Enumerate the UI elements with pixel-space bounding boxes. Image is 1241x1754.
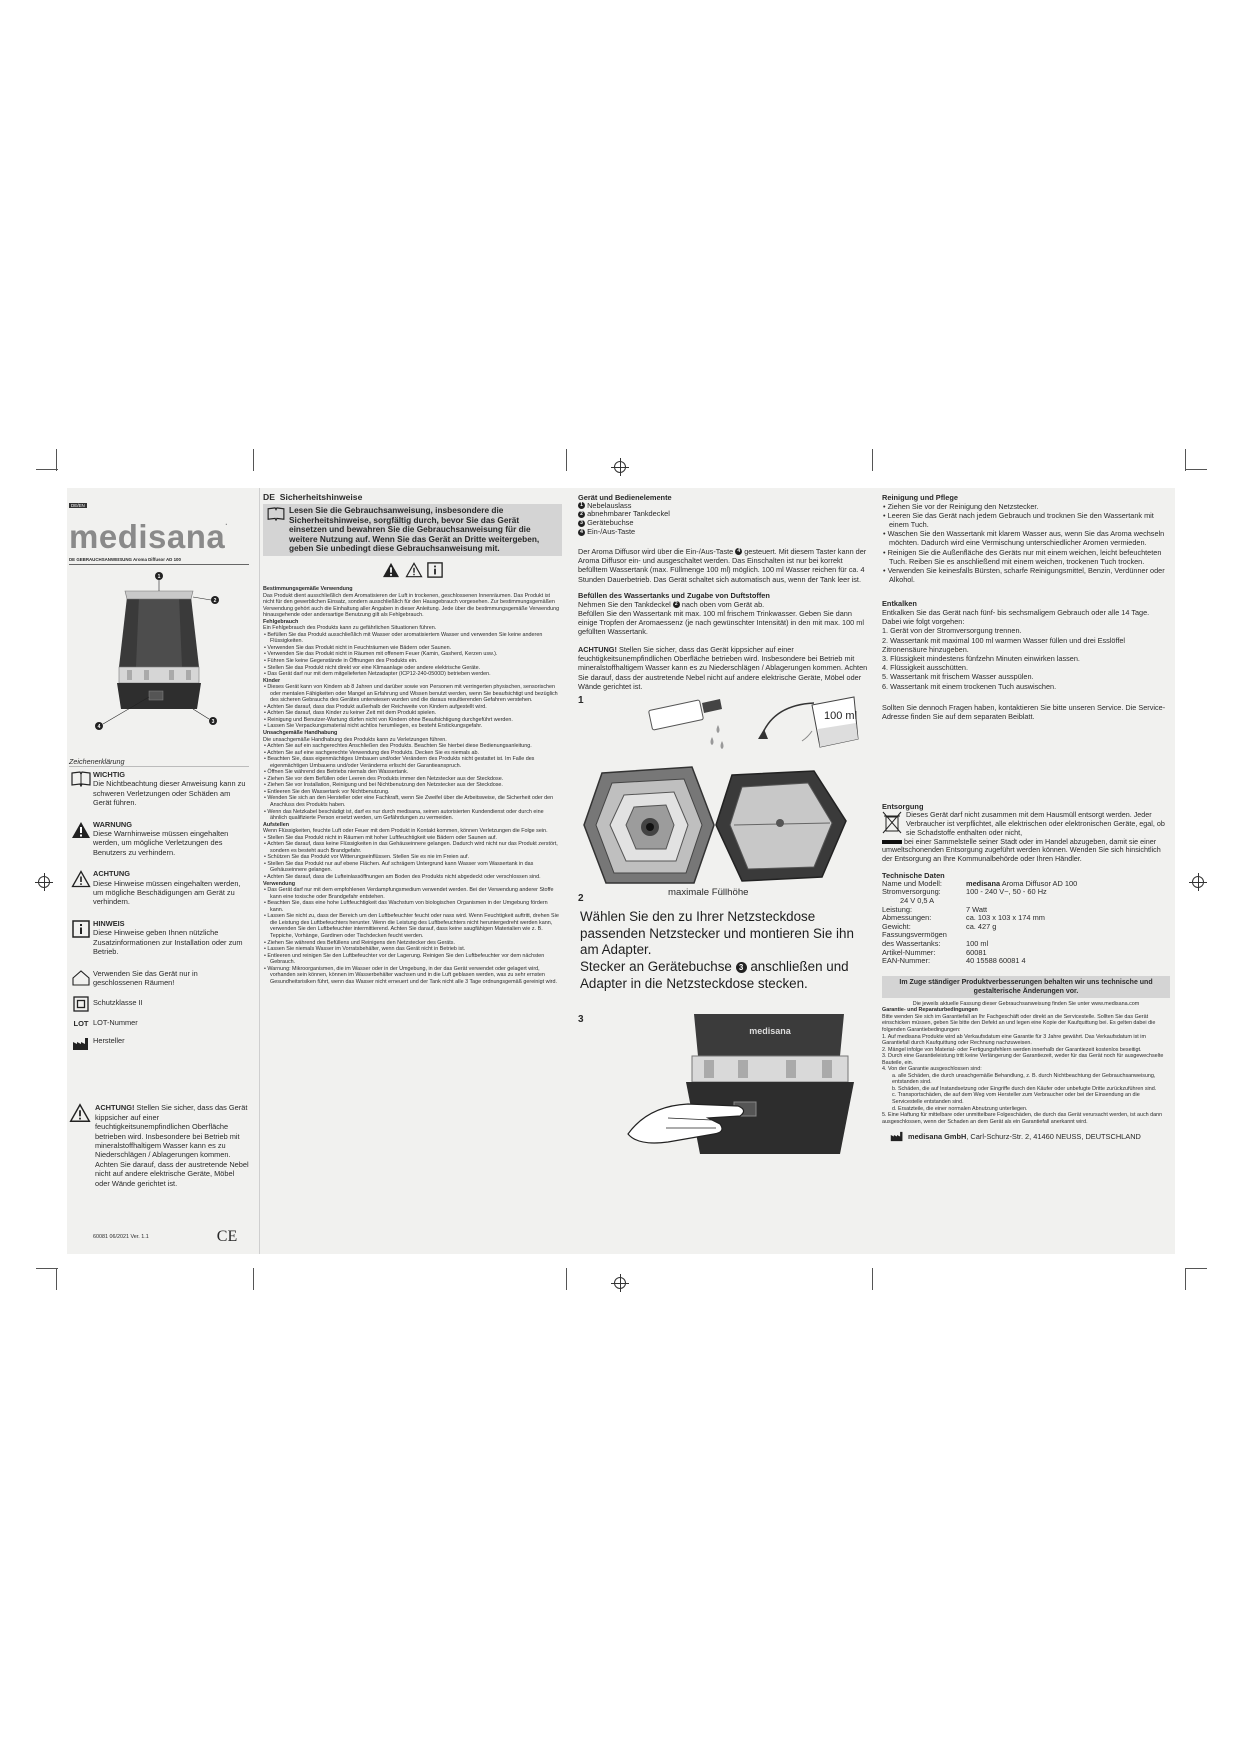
warranty-item: 4. Von der Garantie ausgeschlossen sind:: [882, 1066, 982, 1073]
operation-text-a: Der Aroma Diffusor wird über die Ein-/Aus-Taste: [578, 546, 734, 556]
descale-step: 6. Wassertank mit einem trockenen Tuch auswischen.: [882, 681, 1057, 691]
max-fill-label: maximale Füllhöhe: [668, 887, 749, 899]
trim-mark: [1185, 469, 1207, 470]
tech-value: [966, 923, 1112, 932]
part-label: abnehmbarer Tankdeckel: [587, 509, 670, 519]
tech-value: [966, 940, 1112, 949]
safety-subheading: Kinder: [263, 677, 281, 684]
safety-title: Sicherheitshinweise: [279, 492, 363, 502]
callout-1-label: 1: [157, 574, 161, 580]
bullet-icon: •: [264, 769, 268, 776]
tech-value-text: 40 15588 60081 4: [966, 956, 1026, 966]
safety-paragraph: Die unsachgemäße Handhabung des Produkts kann zu Verletzungen führen.: [263, 736, 447, 743]
care-column: [880, 488, 1172, 1254]
bottle-illustration: [640, 695, 730, 759]
trim-mark: [566, 1268, 567, 1290]
bullet-icon: •: [264, 644, 268, 651]
safety-lang: DE: [263, 492, 275, 502]
disposal-section: [882, 811, 1170, 864]
bullet-icon: •: [264, 788, 268, 795]
step-3-number: 3: [578, 1014, 584, 1026]
bullet-icon: •: [883, 510, 888, 520]
legend-indoor-text: Verwenden Sie das Gerät nur in geschlossenen Räumen!: [93, 968, 198, 987]
part-number: 1: [578, 502, 585, 509]
safety-bullet: [263, 756, 562, 769]
descale-step: 1. Gerät von der Stromversorgung trennen.: [882, 626, 1022, 636]
safety-bullet-text: Stellen Sie das Produkt nur auf ebene Flächen. Auf schrägem Untergrund kann Wasser vom Wassertank in das Gehäuseinnere gelangen.: [267, 860, 534, 874]
fill-text-c: Befüllen Sie den Wassertank mit max. 100 ml frischem Trinkwasser. Geben Sie dann einige Tropfen der Aromaessenz (je nach gewünschter Intensität) in den mit max. 100 ml gefüllten Wassertank.: [578, 608, 864, 637]
legend-protection-class: [69, 995, 249, 1012]
safety-bullet-text: Das Gerät darf nur mit dem empfohlenen Verdampfungsmedium verwendet werden. Bei der Verwendung anderer Stoffe kann eine toxische oder Brandgefahr entstehen.: [267, 887, 554, 900]
safety-bullet-text: Achten Sie auf ein sachgerechtes Anschließen des Produkts. Beachten Sie hierbei diese Bedienungsanleitung.: [267, 743, 532, 750]
bullet-icon: •: [264, 756, 268, 763]
trim-mark: [1185, 1268, 1186, 1290]
safety-bullet-text: Beachten Sie, dass eigenmächtiges Umbauen und/oder Verändern des Produkts nicht gestattet ist. Im Falle des eigenmächtigen Umbauens und/oder Veränderns erlischt der Garantieanspruch.: [267, 756, 535, 769]
trim-mark: [253, 1268, 254, 1290]
double-square-icon: [73, 996, 89, 1012]
safety-bullet: [263, 809, 562, 822]
legend-indoor: [69, 969, 249, 988]
press-button-illustration: [608, 1014, 868, 1164]
bullet-icon: •: [264, 900, 268, 907]
manual-subtitle: DE GEBRAUCHSANWEISUNG Aroma Diffusor AD 100: [69, 557, 249, 565]
warranty-item: 3. Durch eine Garantieleistung tritt keine Verlängerung der Garantiezeit, weder für das Gerät noch für ausgewechselte Bauteile, ein.: [882, 1053, 1164, 1066]
tech-key: Leistung:: [882, 904, 912, 914]
book-icon: [71, 771, 91, 787]
adapter-text-b2: anschließen und Adapter in die Netzsteckdose stecken.: [580, 959, 849, 991]
safety-bullet: [263, 900, 562, 913]
bullet-icon: •: [264, 808, 268, 815]
trim-mark: [872, 1268, 873, 1290]
tech-key: des Wassertanks:: [882, 939, 941, 949]
cover-warning: [69, 1103, 249, 1188]
tech-value-bold: medisana: [966, 878, 1001, 888]
bullet-icon: •: [264, 749, 268, 756]
safety-body: [263, 586, 562, 985]
safety-bullet: [263, 966, 562, 986]
step-2-number: 2: [578, 893, 584, 905]
warning-outline-icon: [69, 1103, 91, 1123]
safety-bullet: [263, 684, 562, 704]
safety-bullet-text: Führen Sie keine Gegenstände in Öffnungen des Produkts ein.: [267, 657, 418, 664]
bullet-icon: •: [264, 795, 268, 802]
callout-3-label: 3: [211, 719, 215, 725]
care-item-text: Leeren Sie das Gerät nach jedem Gebrauch und trocknen Sie den Wassertank mit einem Tuch.: [887, 510, 1154, 529]
safety-bullet-text: Schützen Sie das Produkt vor Witterungseinflüssen. Stellen Sie es nie im Freien auf.: [267, 854, 470, 861]
warranty-item: b. Schäden, die auf Instandsetzung oder Eingriffe durch den Käufer oder unbefugte Dritte zurückzuführen sind.: [892, 1085, 1157, 1092]
bullet-icon: •: [264, 657, 268, 664]
current-version-text: Die jeweils aktuelle Fassung dieser Gebrauchsanweisung finden Sie unter www.medisana.com: [912, 1000, 1140, 1007]
disposal-text-b: bei einer Sammelstelle seiner Stadt oder im Handel abzugeben, damit sie einer umweltschonenden Entsorgung zugeführt werden können. Wenden Sie sich hinsichtlich der Entsorgung an Ihre Kommunalbehörde oder Ihren Händler.: [882, 836, 1161, 864]
care-item-text: Verwenden Sie keinesfalls Bürsten, scharfe Reinigungsmittel, Benzin, Verdünner oder Alkohol.: [887, 566, 1165, 585]
tech-key: Gewicht:: [882, 921, 911, 931]
part-label: Gerätebuchse: [587, 518, 634, 528]
bullet-icon: •: [883, 501, 888, 511]
legend-note-title: HINWEIS: [93, 918, 125, 928]
trim-mark: [1185, 449, 1186, 471]
tech-value-text: 100 ml: [966, 939, 989, 949]
warranty-item: c. Transportschäden, die auf dem Weg vom Hersteller zum Verbraucher oder bei der Einsendung an die Servicestelle entstanden sind.: [892, 1092, 1140, 1106]
tech-value-text: Aroma Diffusor AD 100: [1001, 878, 1078, 888]
part-label: Nebelauslass: [587, 500, 632, 510]
legend-lot-text: LOT-Nummer: [93, 1018, 138, 1028]
version-code: 60081 06/2021 Ver. 1.1: [93, 1233, 149, 1240]
company-address: , Carl-Schurz-Str. 2, 41460 NEUSS, DEUTSCHLAND: [966, 1132, 1141, 1142]
safety-paragraph: Das Produkt dient ausschließlich dem Aromatisieren der Luft in trockenen, geschlossenen Innenräumen. Das Produkt ist nicht für den gewerblichen Einsatz, sondern ausschließlich für den Hausgebrauch vorgesehen. Zur bestimmungsgemäßen Verwendung gehört auch die Einhaltung aller Angaben in dieser Anleitung. Jede über die bestimmungsgemäße Verwendung hinausgehende oder andersartige Benutzung gilt als Fehlgebrauch.: [263, 592, 560, 619]
registration-mark: [614, 1277, 626, 1289]
change-notice: Im Zuge ständiger Produktverbesserungen behalten wir uns technische und gestalterische Änderungen vor.: [882, 976, 1170, 998]
tech-value: [966, 897, 1112, 906]
bullet-icon: •: [883, 547, 888, 557]
warranty-item: d. Ersatzteile, die einer normalen Abnutzung unterliegen.: [892, 1105, 1028, 1112]
safety-bullet-text: Ziehen Sie während des Befüllens und Reinigens den Netzstecker des Geräts.: [267, 939, 455, 946]
legend-important: [69, 770, 249, 808]
care-item: [882, 502, 1170, 511]
part-label: Ein-/Aus-Taste: [587, 526, 636, 536]
bullet-icon: •: [264, 710, 268, 717]
trim-mark: [36, 469, 58, 470]
warranty-item: 2. Mängel infolge von Material- oder Fertigungsfehlern werden innerhalb der Garantiezeit kostenlos beseitigt.: [882, 1046, 1142, 1053]
tech-key: Abmessungen:: [882, 913, 932, 923]
button-number: 4: [735, 548, 742, 555]
descale-step: 4. Flüssigkeit ausschütten.: [882, 663, 968, 673]
safety-bullet-text: Achten Sie darauf, dass keine Flüssigkeiten in das Gehäuseinnere gelangen. Dadurch wird nicht nur das Produkt zerstört, sondern es besteht auch Brandgefahr.: [267, 841, 558, 854]
safety-bullet-text: Lassen Sie niemals Wasser im Vorratsbehälter, wenn das Gerät nicht in Betrieb ist.: [267, 946, 466, 953]
tech-row: [882, 914, 1112, 923]
care-item: [882, 529, 1170, 547]
bullet-icon: •: [264, 887, 268, 894]
registration-mark: [1192, 876, 1204, 888]
adapter-instructions: [578, 909, 868, 992]
safety-paragraph: Wenn Flüssigkeiten, feuchte Luft oder Feuer mit dem Produkt in Kontakt kommen, können Verletzungen die Folge sein.: [263, 828, 548, 835]
bullet-icon: •: [264, 743, 268, 750]
safety-bullet-text: Stellen Sie das Produkt nicht in Räumen mit hoher Luftfeuchtigkeit wie Bädern oder Saunen auf.: [267, 834, 497, 841]
bullet-icon: •: [883, 529, 888, 539]
tech-value: [966, 888, 1112, 897]
safety-bullet-text: Achten Sie darauf, dass Kinder zu keiner Zeit mit dem Produkt spielen.: [267, 710, 437, 717]
trim-mark: [36, 1268, 58, 1269]
legend-protection-class-text: Schutzklasse II: [93, 998, 143, 1008]
bullet-icon: •: [883, 566, 888, 576]
callout-4-label: 4: [97, 724, 101, 730]
safety-bullet-text: Entleeren Sie den Wassertank vor Nichtbenutzung.: [267, 788, 390, 795]
safety-bullet-text: Öffnen Sie während des Betriebs niemals den Wassertank.: [267, 769, 409, 776]
tech-value-text: 60081: [966, 947, 987, 957]
fill-warning: [578, 645, 868, 691]
fill-text-a: Nehmen Sie den Tankdeckel: [578, 599, 671, 609]
operation-column: [572, 488, 872, 1254]
bullet-icon: •: [264, 723, 268, 730]
safety-bullet-text: Wenn das Netzkabel beschädigt ist, darf es nur durch medisana, seinen autorisierten Kundendienst oder durch eine ähnlich qualifizierte Person ersetzt werden, um Gefährdungen zu vermeiden.: [267, 808, 544, 822]
safety-subheading: Bestimmungsgemäße Verwendung: [263, 585, 353, 592]
legend-caution-text: Diese Hinweise müssen eingehalten werden, um mögliche Beschädigungen am Gerät zu verhindern.: [93, 878, 241, 907]
tech-value-text: 7 Watt: [966, 904, 988, 914]
lot-icon: LOT: [73, 1019, 89, 1029]
bullet-icon: •: [264, 716, 268, 723]
tech-key: Fassungsvermögen: [882, 930, 947, 940]
warning-filled-icon: [71, 821, 91, 839]
book-icon: [267, 507, 285, 521]
safety-bullet: [263, 913, 562, 939]
bullet-icon: •: [264, 946, 268, 953]
cover-warning-text: Stellen Sie sicher, dass das Gerät kippsicher auf einer feuchtigkeitsunempfindlichen Oberfläche betrieben wird. Insbesondere bei Betrieb mit mineralstoffhaltigem Wasser kann es zu Niederschlägen / Ablagerungen kommen. Achten Sie darauf, dass der austretende Nebel nicht auf andere elektrische Geräte, Möbel oder Wände gerichtet ist.: [95, 1103, 249, 1188]
safety-bullet-text: Verwenden Sie das Produkt nicht in Feuchträumen wie Bädern oder Saunen.: [267, 644, 452, 651]
safety-bullet-text: Befüllen Sie das Produkt ausschließlich mit Wasser oder aromatisiertem Wasser und verwenden Sie keine anderen Flüssigkeiten.: [267, 631, 543, 645]
safety-subheading: Aufstellen: [263, 821, 290, 828]
safety-subheading: Unsachgemäße Handhabung: [263, 730, 338, 736]
operation-text: [578, 547, 868, 584]
part-number: 3: [578, 520, 585, 527]
bullet-icon: •: [264, 874, 268, 881]
safety-bullet-text: Achten Sie darauf, dass die Lufteinlassöffnungen am Boden des Produkts nicht abgedeckt oder verschlossen sind.: [267, 874, 541, 881]
tech-key: Stromversorgung:: [882, 887, 941, 897]
step-1-number: 1: [578, 695, 584, 707]
safety-icons: [263, 562, 562, 583]
part-number: 4: [578, 529, 585, 536]
legend-title: Zeichenerklärung: [69, 757, 249, 767]
fill-warning-text: Stellen Sie sicher, dass das Gerät kippsicher auf einer feuchtigkeitsunempfindlichen Oberfläche betrieben wird. Insbesondere bei Betrieb mit mineralstoffhaltigem Wasser kann es zu Niederschlägen / Ablagerungen kommen. Achten Sie darauf, dass der austretende Nebel nicht auf andere elektrische Geräte, Möbel oder Wände gerichtet ist.: [578, 644, 868, 691]
safety-bullet-text: Stellen Sie das Produkt nicht direkt vor eine Klimaanlage oder andere elektrische Geräte.: [267, 664, 481, 671]
operation-text-b: gesteuert. Mit diesem Taster kann der Aroma Diffusor ein- und ausgeschaltet werden. Das Einschalten ist nur bei korrekt befülltem Wassertank (max. Füllmenge 100 ml) möglich. 100 ml Wasser reichen für ca. 4 Stunden Dauerbetrieb. Das Gerät schaltet sich automatisch aus, wenn der Tank leer ist.: [578, 546, 867, 584]
trim-mark: [872, 449, 873, 471]
tech-value-text: ca. 427 g: [966, 921, 997, 931]
legend-important-title: WICHTIG: [93, 770, 126, 779]
adapter-text-b1: Stecker an Gerätebuchse: [580, 959, 732, 975]
care-item-text: Waschen Sie den Wassertank mit klarem Wasser aus, wenn Sie das Aroma wechseln möchten. Dadurch wird eine Vermischung unterschiedlicher Aromen vermieden.: [887, 529, 1165, 548]
ce-mark: CE: [216, 1228, 238, 1245]
tech-value-text: ca. 103 x 103 x 174 mm: [966, 913, 1045, 923]
safety-bullet-text: Lassen Sie Verpackungsmaterial nicht achtlos herumliegen, es besteht Erstickungsgefahr.: [267, 723, 483, 730]
tech-title: Technische Daten: [882, 871, 945, 881]
safety-bullet-text: Ziehen Sie vor dem Befüllen oder Leeren des Produkts immer den Netzstecker aus der Steckdose.: [267, 775, 504, 782]
safety-header-text: Lesen Sie die Gebrauchsanweisung, insbesondere die Sicherheitshinweise, sorgfältig durch, bevor Sie das Gerät einsetzen und bewahren Sie die Gebrauchsanweisung für die weitere Nutzung auf. Wenn Sie das Gerät an Dritte weitergeben, geben Sie unbedingt diese Gebrauchsanweisung mit.: [289, 505, 540, 554]
safety-bullet-text: Wenden Sie sich an den Hersteller oder eine Fachkraft, wenn Sie Zweifel über die Arbeitsweise, die Sicherheit oder den Anschluss des Produkts haben.: [267, 795, 554, 809]
brand-name: medisana: [69, 518, 226, 555]
company-name: medisana GmbH: [908, 1132, 967, 1142]
safety-bullet-text: Achten Sie auf eine sachgerechte Verwendung des Produkts. Decken Sie es niemals ab.: [267, 749, 479, 756]
safety-bullet: [263, 795, 562, 808]
safety-bullet-text: Achten Sie darauf, dass das Produkt außerhalb der Reichweite von Kindern aufgestellt wird.: [267, 703, 487, 710]
trim-mark: [253, 449, 254, 471]
brand-logo: [69, 518, 249, 556]
safety-bullet-text: Reinigung und Benutzer-Wartung dürfen nicht von Kindern ohne Beaufsichtigung durchgeführt werden.: [267, 716, 513, 723]
care-item: [882, 566, 1170, 584]
disposal-title: Entsorgung: [882, 802, 924, 812]
legend-caution-title: ACHTUNG: [93, 869, 130, 879]
legend-warning-text: Diese Warnhinweise müssen eingehalten werden, um mögliche Verletzungen des Benutzers zu verhindern.: [93, 829, 229, 857]
safety-column: [259, 488, 566, 1254]
crossed-bin-icon: [882, 811, 902, 835]
warranty-intro: Bitte wenden Sie sich im Garantiefall an Ihr Fachgeschäft oder direkt an die Servicestelle. Sollten Sie das Gerät einschicken müssen, geben Sie bitte den Defekt an und legen eine Kopie der Kaufquittung bei. Es gelten dabei die folgenden Garantiebedingungen:: [882, 1013, 1156, 1033]
bullet-icon: •: [264, 965, 268, 972]
fill-warning-bold: ACHTUNG!: [578, 644, 617, 654]
safety-paragraph: Ein Fehlgebrauch des Produkts kann zu gefährlichen Situationen führen.: [263, 625, 437, 632]
bullet-icon: •: [264, 775, 268, 782]
trim-mark: [56, 449, 57, 471]
device-diagram: [69, 569, 249, 749]
registration-mark: [38, 876, 50, 888]
safety-bullet: [263, 841, 562, 854]
warranty-item: 5. Eine Haftung für mittelbare oder unmittelbare Folgeschäden, die durch das Gerät verursacht werden, ist auch dann ausgeschlossen, wenn der Schaden an dem Gerät als ein Garantiefall anerkannt wird.: [882, 1112, 1163, 1125]
tank-open-illustration: [582, 765, 862, 885]
bullet-icon: •: [264, 860, 268, 867]
bullet-icon: •: [264, 664, 268, 671]
legend-lot: [69, 1018, 249, 1028]
bullet-icon: •: [264, 952, 268, 959]
safety-bullet-text: Das Gerät darf nur mit dem mitgelieferten Netzadapter (ICP12-240-0500D) betrieben werden.: [267, 671, 491, 678]
descale-list: [882, 626, 1170, 690]
disposal-bar: [882, 840, 902, 844]
bullet-icon: •: [264, 684, 268, 691]
trim-mark: [566, 449, 567, 471]
company-line: [882, 1131, 1170, 1142]
info-icon: [427, 562, 443, 578]
safety-bullet-text: Ziehen Sie vor Installation, Reinigung und bei Nichtbenutzung den Netzstecker aus der Steckdose.: [267, 782, 503, 789]
legend-warning: [69, 820, 249, 858]
safety-bullet: [263, 953, 562, 966]
bullet-icon: •: [264, 834, 268, 841]
factory-icon: [890, 1131, 904, 1142]
legend-note: [69, 919, 249, 957]
care-item: [882, 548, 1170, 566]
warranty-item: a. alle Schäden, die durch unsachgemäße Behandlung, z. B. durch Nichtbeachtung der Gebrauchsanweisung, entstanden sind.: [892, 1072, 1156, 1086]
trim-mark: [56, 1268, 57, 1290]
part-item: [578, 528, 868, 537]
safety-bullet: [263, 861, 562, 874]
safety-bullet-text: Lassen Sie nicht zu, dass der Bereich um den Luftbefeuchter feucht oder nass wird. Wenn Feuchtigkeit auftritt, drehen Sie die Leistung des Luftbefeuchters herunter. Wenn die Leistung des Luftbefeuchters nicht heruntergedreht werden kann, verwenden Sie den Luftbefeuchter intermittierend. Achten Sie darauf, dass keine saugfähigen Materialien wie z. B. Teppiche, Vorhänge, Gardinen oder Tischdecken feucht werden.: [267, 913, 559, 939]
warranty-title: Garantie- und Reparaturbedingungen: [882, 1007, 978, 1014]
tech-table: [882, 880, 1112, 966]
adapter-text-a: Wählen Sie den zu Ihrer Netzsteckdose passenden Netzstecker und montieren Sie ihn am Adapter.: [580, 909, 854, 958]
care-item: [882, 511, 1170, 529]
cover-warning-bold: ACHTUNG!: [95, 1103, 135, 1113]
care-title: Reinigung und Pflege: [882, 493, 958, 502]
warranty-list: [882, 1034, 1170, 1126]
disposal-text-a: Dieses Gerät darf nicht zusammen mit dem Hausmüll entsorgt werden. Jeder Verbraucher ist verpflichtet, alle elektrischen oder elektronischen Geräte, egal, ob sie Schadstoffe enthalten oder nicht,: [906, 809, 1165, 837]
safety-bullet: [263, 632, 562, 645]
bullet-icon: •: [264, 854, 268, 861]
questions-text: Sollten Sie dennoch Fragen haben, kontaktieren Sie bitte unseren Service. Die Service-Adresse finden Sie auf dem separaten Beiblatt.: [882, 702, 1166, 722]
bullet-icon: •: [264, 703, 268, 710]
trim-mark: [1185, 1268, 1207, 1269]
safety-bullet-text: Entleeren und reinigen Sie den Luftbefeuchter vor der Lagerung. Reinigen Sie den Luftbefeuchter vor dem nächsten Gebrauch.: [267, 952, 545, 966]
bullet-icon: •: [264, 841, 268, 848]
language-tag: DE/EN: [71, 503, 85, 508]
warranty-item: 1. Auf medisana Produkte wird ab Verkaufsdatum eine Garantie für 3 Jahre gewährt. Das Verkaufsdatum ist im Garantiefall durch Kaufquittung oder Rechnung nachzuweisen.: [882, 1033, 1146, 1047]
safety-subheading: Verwendung: [263, 880, 296, 887]
tech-row: [882, 957, 1112, 966]
fill-title: Befüllen des Wassertanks und Zugabe von Duftstoffen: [578, 590, 770, 600]
legend-warning-title: WARNUNG: [93, 819, 133, 829]
water-cup-illustration: [754, 695, 864, 759]
parts-list: [578, 502, 868, 537]
descale-step: 2. Wassertank mit maximal 100 ml warmen Wasser füllen und drei Esslöffel Zitronensäure hinzugeben.: [882, 635, 1126, 654]
safety-bullet-text: Warnung: Mikroorganismen, die im Wasser oder in der Umgebung, in der das Gerät verwendet oder gelagert wird, vorhanden sein können, können im Wasserbehälter wachsen und in die Luft geblasen werden, was zu sehr ernsten Gesundheitsrisiken führt, wenn das Wasser nicht erneuert und der Tank nicht alle 3 Tage ordnungsgemäß gereinigt wird.: [267, 965, 557, 985]
tech-value-text: 100 - 240 V~, 50 - 60 Hz: [966, 887, 1047, 897]
factory-icon: [72, 1037, 90, 1051]
descale-step: 3. Flüssigkeit mindestens fünfzehn Minuten einwirken lassen.: [882, 654, 1080, 664]
safety-bullet-text: Beachten Sie, dass eine hohe Luftfeuchtigkeit das Wachstum von biologischen Organismen in der Umgebung fördern kann.: [267, 900, 548, 913]
legend-manufacturer: [69, 1036, 249, 1051]
warning-outline-icon: [405, 562, 423, 578]
callout-2-label: 2: [213, 598, 217, 604]
bullet-icon: •: [264, 631, 268, 638]
tech-key: 24 V 0,5 A: [900, 896, 935, 906]
tech-value: [966, 957, 1112, 966]
care-item-text: Ziehen Sie vor der Reinigung den Netzstecker.: [887, 501, 1039, 511]
legend-note-text: Diese Hinweise geben Ihnen nützliche Zusatzinformationen zur Installation oder zum Betrieb.: [93, 928, 243, 957]
brand-mark: .: [225, 518, 228, 527]
safety-header: [263, 504, 562, 556]
legend-manufacturer-text: Hersteller: [93, 1036, 125, 1046]
parts-title: Gerät und Bedienelemente: [578, 493, 672, 502]
descale-step: 5. Wassertank mit frischem Wasser ausspülen.: [882, 672, 1034, 682]
part-number: 2: [578, 511, 585, 518]
warning-filled-icon: [382, 562, 400, 578]
bullet-icon: •: [264, 651, 268, 658]
bullet-icon: •: [264, 782, 268, 789]
registration-mark: [614, 461, 626, 473]
lid-number: 2: [673, 601, 680, 608]
bullet-icon: •: [264, 913, 268, 920]
care-list: [882, 502, 1170, 585]
cover-column: [67, 488, 253, 1254]
device-brand-label: medisana: [749, 1026, 791, 1037]
tech-key: EAN-Nummer:: [882, 956, 931, 966]
safety-bullet-text: Verwenden Sie das Produkt nicht in Räumen mit offenem Feuer (Kamin, Gasherd, Kerzen usw.).: [267, 651, 498, 658]
info-icon: [72, 920, 90, 938]
warning-outline-icon: [71, 870, 91, 888]
instruction-leaflet: [67, 488, 1175, 1254]
bullet-icon: •: [264, 939, 268, 946]
descale-intro: Entkalken Sie das Gerät nach fünf- bis sechsmaligem Gebrauch oder alle 14 Tage. Dabei wie folgt vorgehen:: [882, 608, 1150, 627]
safety-bullet: [263, 874, 562, 881]
measure-label: 100 ml: [824, 710, 858, 723]
house-icon: [71, 970, 91, 986]
socket-number: 3: [736, 962, 747, 973]
fill-text-b: nach oben vom Gerät ab.: [681, 599, 765, 609]
safety-bullet: [263, 887, 562, 900]
safety-bullet-text: Dieses Gerät kann von Kindern ab 8 Jahren und darüber sowie von Personen mit verringerten physischen, sensorischen oder mentalen Fähigkeiten oder Mangel an Erfahrung und Wissen benutzt werden, wenn Sie beaufsichtigt und bezüglich des sicheren Gebrauchs des Gerätes unterwiesen wurden und die daraus resultierenden Gefahren verstehen.: [267, 684, 558, 704]
legend-caution: [69, 869, 249, 907]
tech-row: [882, 897, 1112, 906]
tech-key: Artikel-Nummer:: [882, 947, 936, 957]
tech-key: Name und Modell:: [882, 878, 942, 888]
safety-subheading: Fehlgebrauch: [263, 618, 299, 625]
descale-title: Entkalken: [882, 599, 917, 609]
legend-important-text: Die Nichtbeachtung dieser Anweisung kann zu schweren Verletzungen oder Schäden am Gerät führen.: [93, 779, 246, 808]
care-item-text: Reinigen Sie die Außenfläche des Geräts nur mit einem weichen, leicht befeuchteten Tuch. Reiben Sie es anschließend mit einem weichen, trockenen Tuch trocken.: [887, 547, 1162, 566]
bullet-icon: •: [264, 671, 268, 678]
fill-text: [578, 600, 868, 637]
